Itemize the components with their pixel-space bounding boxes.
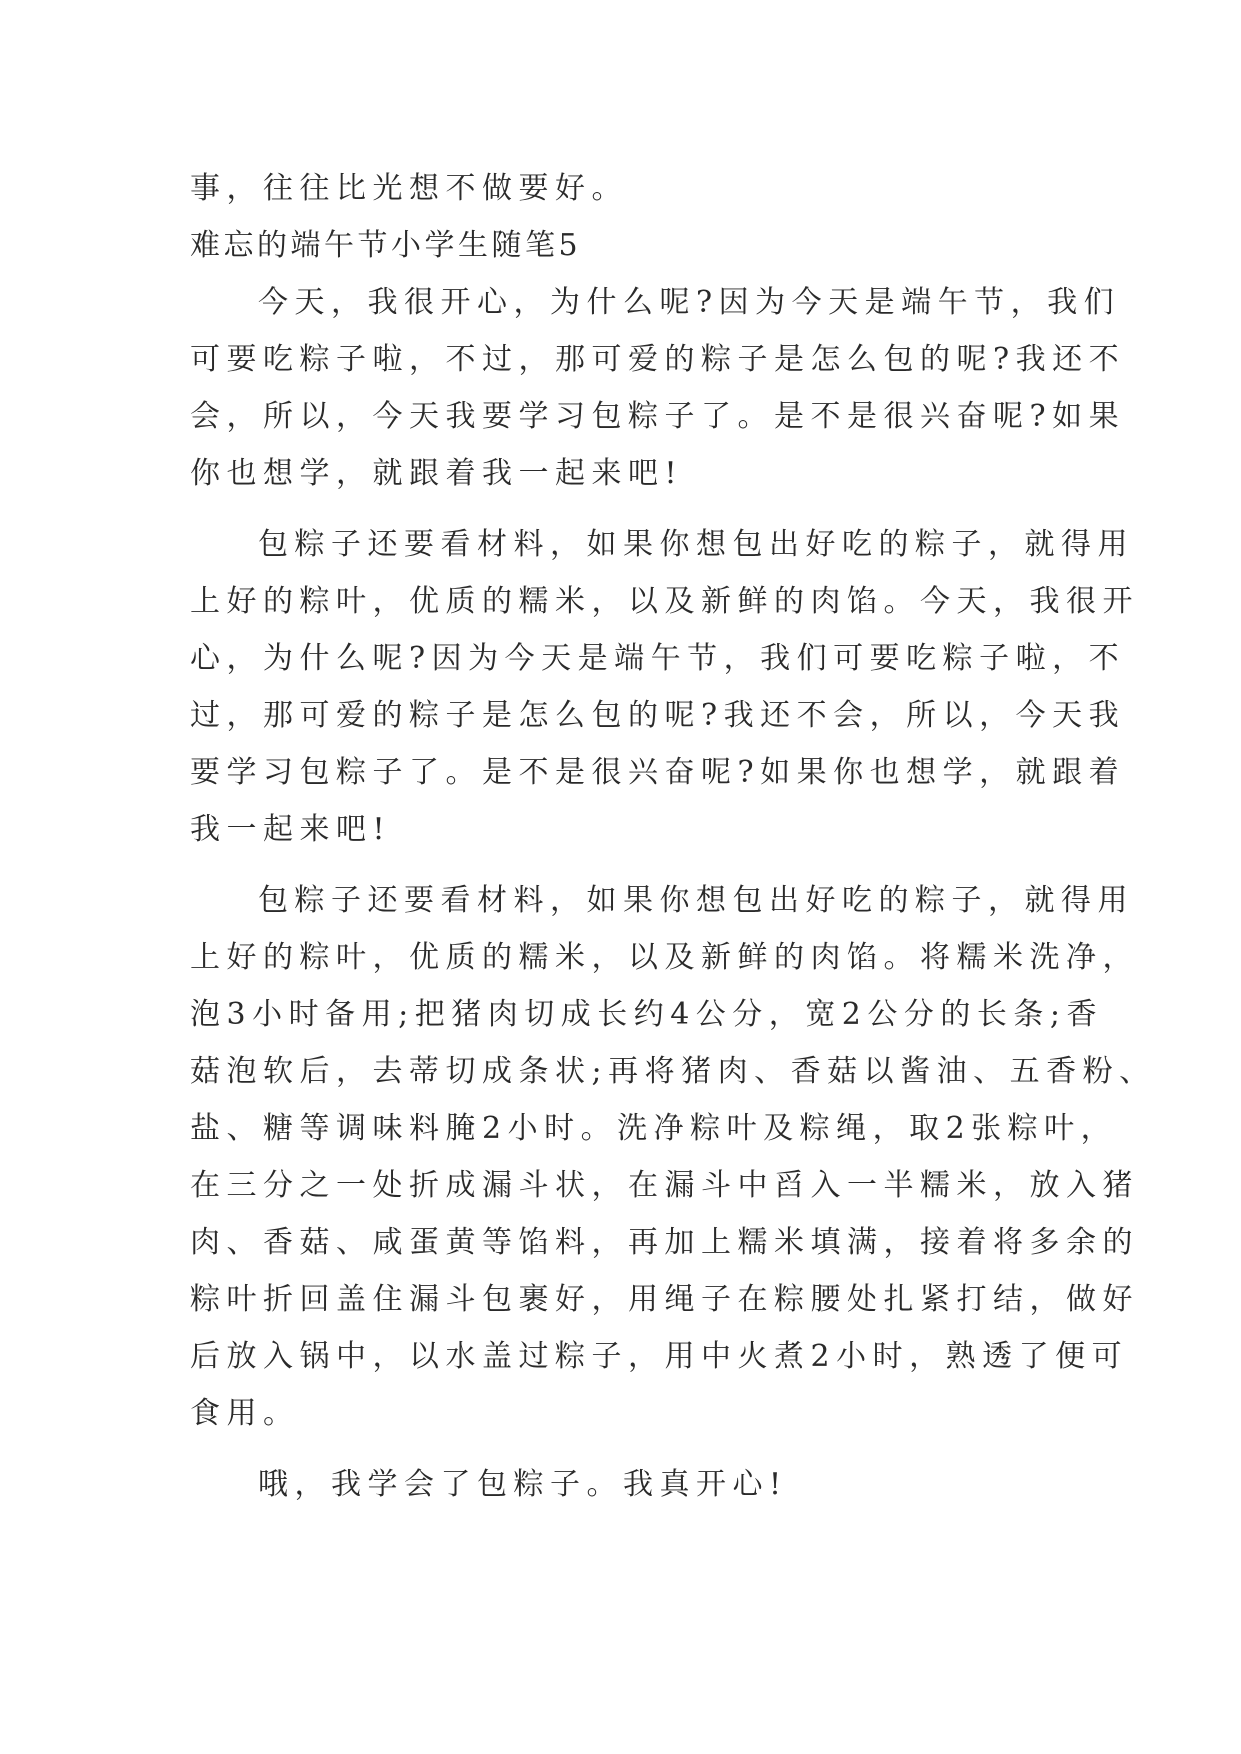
paragraph-line: 上好的粽叶，优质的糯米，以及新鲜的肉馅。今天，我很开: [190, 584, 1139, 619]
paragraph-line: 心，为什么呢?因为今天是端午节，我们可要吃粽子啦，不: [190, 641, 1126, 676]
document-body: [190, 160, 1156, 1513]
paragraph-line: 今天，我很开心，为什么呢?因为今天是端午节，我们: [258, 285, 1121, 320]
paragraph-spacer: [190, 1442, 1045, 1456]
paragraph-spacer: [190, 502, 1045, 516]
paragraph-line: 哦，我学会了包粽子。我真开心!: [258, 1467, 788, 1502]
paragraph-line: 在三分之一处折成漏斗状，在漏斗中舀入一半糯米，放入猪: [190, 1168, 1139, 1203]
paragraph-line: 包粽子还要看材料，如果你想包出好吃的粽子，就得用: [258, 527, 1134, 562]
paragraph-line: 过，那可爱的粽子是怎么包的呢?我还不会，所以，今天我: [190, 698, 1126, 733]
paragraph-line: 肉、香菇、咸蛋黄等馅料，再加上糯米填满，接着将多余的: [190, 1225, 1139, 1260]
paragraph-line: 可要吃粽子啦，不过，那可爱的粽子是怎么包的呢?我还不: [190, 342, 1126, 377]
paragraph-3: [190, 872, 1156, 1442]
carry-over-line: 事，往往比光想不做要好。: [190, 171, 628, 206]
paragraph-line: 粽叶折回盖住漏斗包裹好，用绳子在粽腰处扎紧打结，做好: [190, 1282, 1139, 1317]
paragraph-line: 要学习包粽子了。是不是很兴奋呢?如果你也想学，就跟着: [190, 755, 1126, 790]
paragraph-spacer: [190, 858, 1045, 872]
paragraph-4: [190, 1456, 1045, 1513]
paragraph-line: 我一起来吧!: [190, 812, 392, 847]
paragraph-line: 包粽子还要看材料，如果你想包出好吃的粽子，就得用: [258, 883, 1134, 918]
paragraph-line: 上好的粽叶，优质的糯米，以及新鲜的肉馅。将糯米洗净，: [190, 940, 1139, 975]
paragraph-line: 你也想学，就跟着我一起来吧!: [190, 456, 684, 491]
paragraph-line: 盐、糖等调味料腌2小时。洗净粽叶及粽绳，取2张粽叶，: [190, 1111, 1118, 1146]
paragraph-1: [190, 274, 1126, 502]
section-title: 难忘的端午节小学生随笔5: [190, 228, 582, 263]
paragraph-2: [190, 516, 1139, 858]
paragraph-line: 后放入锅中，以水盖过粽子，用中火煮2小时，熟透了便可: [190, 1339, 1129, 1374]
paragraph-line: 会，所以，今天我要学习包粽子了。是不是很兴奋呢?如果: [190, 399, 1126, 434]
paragraph-line: 食用。: [190, 1396, 300, 1431]
paragraph-line: 泡3小时备用;把猪肉切成长约4公分，宽2公分的长条;香: [190, 997, 1103, 1032]
paragraph-line: 菇泡软后，去蒂切成条状;再将猪肉、香菇以酱油、五香粉、: [190, 1054, 1156, 1089]
